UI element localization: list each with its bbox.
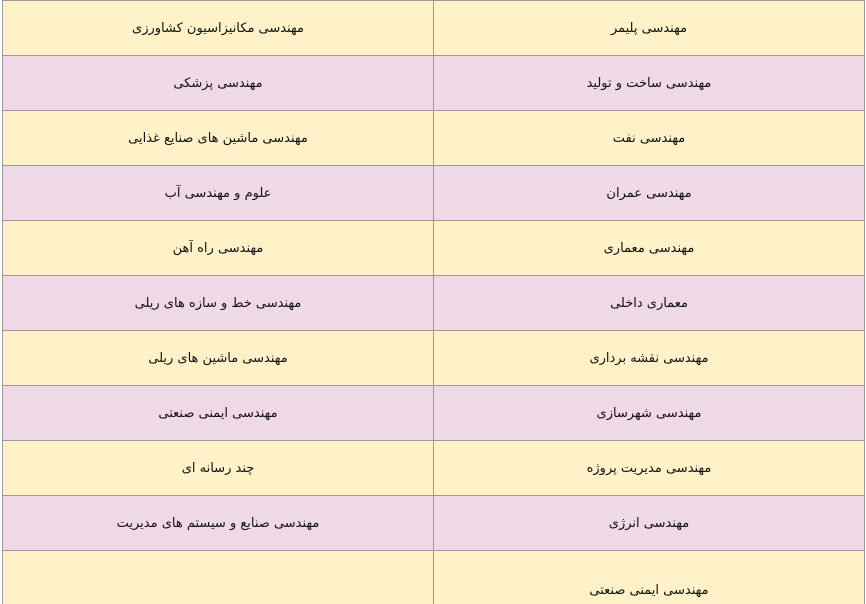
table-cell-right: مهندسی ایمنی صنعتی	[434, 551, 865, 604]
table-cell-left: مهندسی پزشکی	[3, 56, 434, 111]
table-row	[3, 386, 865, 441]
table-cell-right: مهندسی شهرسازی	[434, 386, 865, 441]
table-cell-left: مهندسی ماشین های ریلی	[3, 331, 434, 386]
table-row	[3, 331, 865, 386]
majors-table	[2, 0, 865, 604]
table-cell-left: مهندسی ماشین های صنایع غذایی	[3, 111, 434, 166]
table-cell-left: علوم و مهندسی آب	[3, 166, 434, 221]
table-row	[3, 496, 865, 551]
table-cell-right: مهندسی عمران	[434, 166, 865, 221]
table-cell-right: مهندسی پلیمر	[434, 1, 865, 56]
table-cell-right: مهندسی انرژی	[434, 496, 865, 551]
majors-table-body	[3, 1, 865, 604]
table-row	[3, 111, 865, 166]
table-cell-left: مهندسی خط و سازه های ریلی	[3, 276, 434, 331]
table-cell-right: مهندسی نقشه برداری	[434, 331, 865, 386]
table-row	[3, 221, 865, 276]
table-cell-right: مهندسی نفت	[434, 111, 865, 166]
table-cell-left	[3, 551, 434, 604]
table-row	[3, 56, 865, 111]
table-cell-right: معماری داخلی	[434, 276, 865, 331]
table-cell-right: مهندسی معماری	[434, 221, 865, 276]
table-row	[3, 1, 865, 56]
table-cell-left: مهندسی مکانیزاسیون کشاورزی	[3, 1, 434, 56]
table-cell-left: مهندسی ایمنی صنعتی	[3, 386, 434, 441]
table-row	[3, 551, 865, 604]
table-cell-left: چند رسانه ای	[3, 441, 434, 496]
table-cell-left: مهندسی راه آهن	[3, 221, 434, 276]
table-row	[3, 166, 865, 221]
table-cell-left: مهندسی صنایع و سیستم های مدیریت	[3, 496, 434, 551]
table-row	[3, 441, 865, 496]
table-row	[3, 276, 865, 331]
table-cell-right: مهندسی مدیریت پروژه	[434, 441, 865, 496]
table-cell-right: مهندسی ساخت و تولید	[434, 56, 865, 111]
